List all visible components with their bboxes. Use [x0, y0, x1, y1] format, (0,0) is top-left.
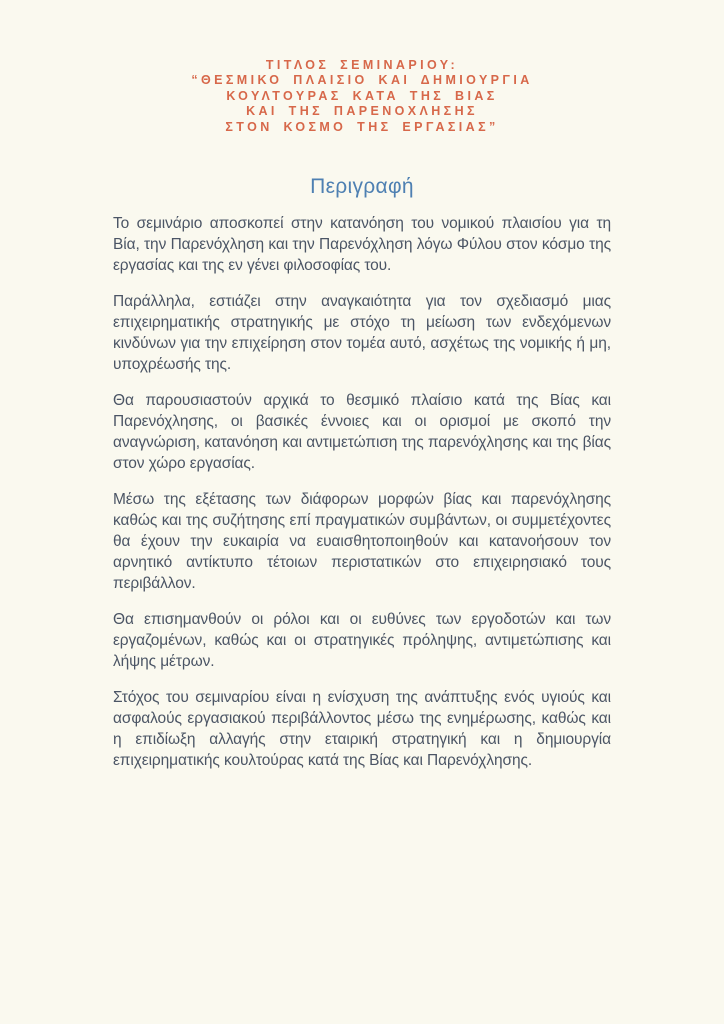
seminar-title-block	[0, 0, 724, 135]
seminar-title-line-4: ΣΤΟΝ ΚΟΣΜΟ ΤΗΣ ΕΡΓΑΣΙΑΣ”	[225, 119, 499, 134]
description-body	[113, 213, 611, 771]
seminar-title-line-1: “ΘΕΣΜΙΚΟ ΠΛΑΙΣΙΟ ΚΑΙ ΔΗΜΙΟΥΡΓΙΑ	[191, 73, 533, 88]
description-paragraph-1: Το σεμινάριο αποσκοπεί στην κατανόηση του νομικού πλαισίου για τη Βία, την Παρενόχληση και την Παρενόχληση λόγω Φύλου στον κόσμο της εργασίας και της εν γένει φιλοσοφίας του.	[113, 215, 611, 275]
section-heading-description: Περιγραφή	[310, 175, 414, 199]
seminar-title-line-3: ΚΑΙ ΤΗΣ ΠΑΡΕΝΟΧΛΗΣΗΣ	[246, 104, 478, 119]
seminar-title-label: ΤΙΤΛΟΣ ΣΕΜΙΝΑΡΙΟΥ:	[265, 58, 459, 72]
description-paragraph-3: Θα παρουσιαστούν αρχικά το θεσμικό πλαίσιο κατά της Βίας και Παρενόχλησης, οι βασικές έννοιες και οι ορισμοί με σκοπό την αναγνώριση, κατανόηση και αντιμετώπιση της παρενόχλησης και της βίας στον χώρο εργασίας.	[113, 392, 611, 473]
description-paragraph-4: Μέσω της εξέτασης των διάφορων μορφών βίας και παρενόχλησης καθώς και της συζήτησης επί πραγματικών συμβάντων, οι συμμετέχοντες θα έχουν την ευκαιρία να ευαισθητοποιηθούν και κατανοήσουν τον αρνητικό αντίκτυπο τέτοιων περιστατικών στο επιχειρησιακό τους περιβάλλον.	[113, 491, 611, 593]
seminar-title-line-2: ΚΟΥΛΤΟΥΡΑΣ ΚΑΤΑ ΤΗΣ ΒΙΑΣ	[226, 88, 498, 103]
description-paragraph-2: Παράλληλα, εστιάζει στην αναγκαιότητα για τον σχεδιασμό μιας επιχειρηματικής στρατηγικής με στόχο τη μείωση των ενδεχόμενων κινδύνων για την επιχείρηση στον τομέα αυτό, ασχέτως της νομικής ή μη, υποχρέωσής της.	[113, 293, 611, 374]
description-paragraph-6: Στόχος του σεμιναρίου είναι η ενίσχυση της ανάπτυξης ενός υγιούς και ασφαλούς εργασιακού περιβάλλοντος μέσω της ενημέρωσης, καθώς και η επιδίωξη αλλαγής στην εταιρική στρατηγική και η δημιουργία επιχειρηματικής κουλτούρας κατά της Βίας και Παρενόχλησης.	[113, 689, 611, 770]
description-paragraph-5: Θα επισημανθούν οι ρόλοι και οι ευθύνες των εργοδοτών και των εργαζομένων, καθώς και οι στρατηγικές πρόληψης, αντιμετώπισης και λήψης μέτρων.	[113, 611, 611, 671]
